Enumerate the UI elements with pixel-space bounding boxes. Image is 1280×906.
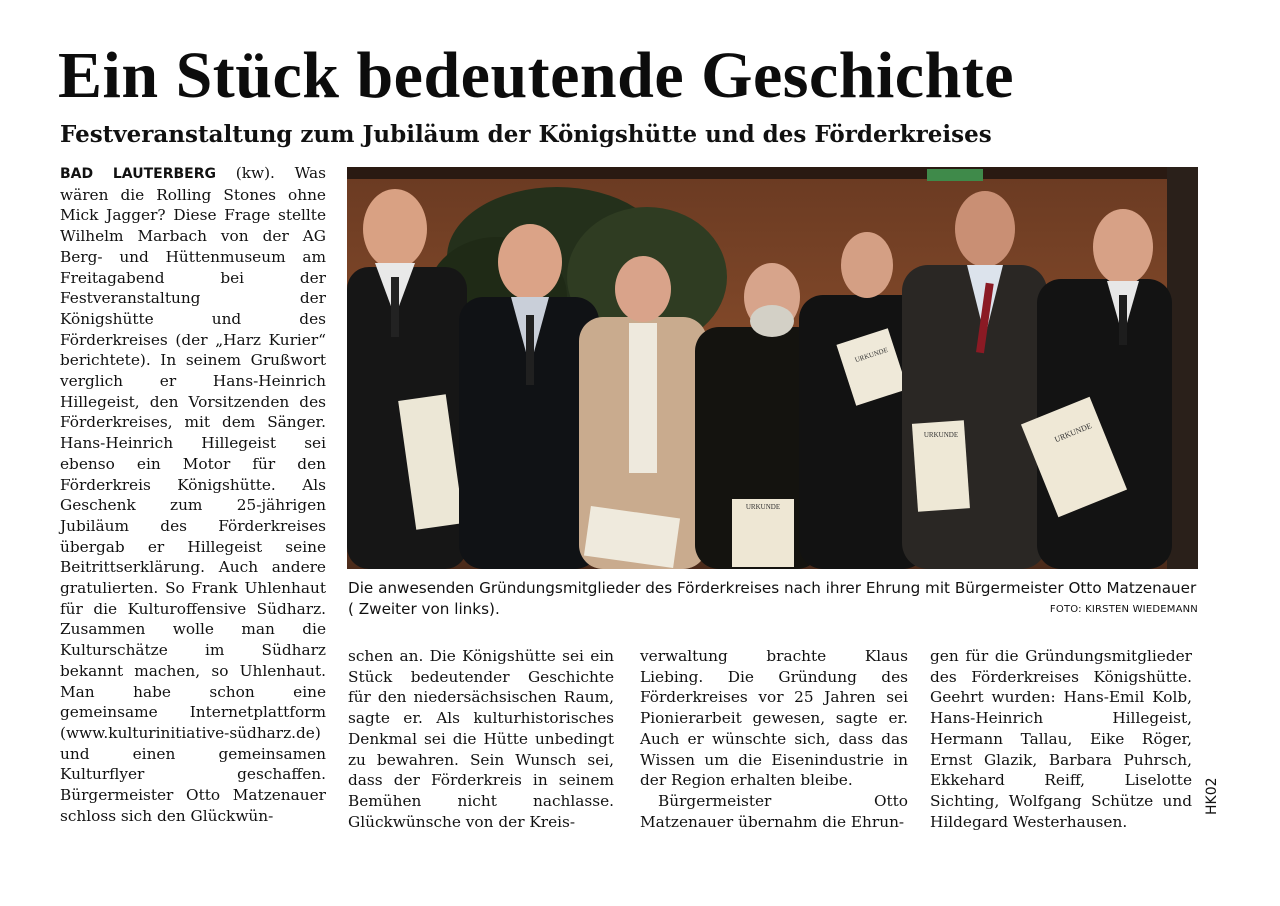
paragraph: schen an. Die Königshütte sei ein Stück bedeutender Geschichte für den niedersächsischen Raum, sagte er. Als kulturhistorisches Denkmal sei die Hütte unbedingt zu bewahren. Sein Wunsch sei, dass der Förderkreis in seinem Bemühen nicht nachlasse. Glückwünsche von der Kreis- [348,647,614,831]
certificate-7-title: URKUNDE [1053,421,1093,445]
paragraph [60,163,326,827]
certificate-5-title: URKUNDE [853,346,889,365]
photo-caption: Die anwesenden Gründungsmitglieder des Förderkreises nach ihrer Ehrung mit Bürgermeister Otto Matzenauer ( Zweiter von links). [348,579,1197,618]
article-column-4 [930,646,1198,832]
page-code: HK02 [1204,777,1220,815]
article-column-1 [60,163,326,827]
subheadline: Festveranstaltung zum Jubiläum der Königshütte und des Förderkreises [60,121,992,148]
paragraph: verwaltung brachte Klaus Liebing. Die Gründung des Förderkreises vor 25 Jahren sei Pionierarbeit gewesen, sagte er. Auch er wünschte sich, dass das Wissen um die Eisenindustrie in der Region erhalten bleibe. [640,647,908,790]
paragraph: Bürgermeister Otto Matzenauer übernahm die Ehrun- [640,791,908,831]
column-1-text: (kw). Was wären die Rolling Stones ohne Mick Jagger? Diese Frage stellte Wilhelm Marbach von der AG Berg- und Hüttenmuseum am Freitagabend bei der Festveranstaltung der Königshütte und des Förderkreises (der „Harz Kurier“ berichtete). In seinem Grußwort verglich er Hans-Heinrich Hillegeist, den Vorsitzenden des Förderkreises, mit dem Sänger. Hans-Heinrich Hillegeist sei ebenso ein Motor für den Förderkreis Königshütte. Als Geschenk zum 25-jährigen Jubiläum des Förderkreises übergab er Hillegeist seine Beitrittserklärung. Auch andere gratulierten. So Frank Uhlenhaut für die Kulturoffensive Südharz. Zusammen wolle man die Kulturschätze im Südharz bekannt machen, so Uhlenhaut. Man habe schon eine gemeinsame Internetplattform (www.kulturinitiative-südharz.de) und einen gemeinsamen Kulturflyer geschaffen. Bürgermeister Otto Matzenauer schloss sich den Glückwün- [60,164,327,825]
article-column-2 [348,646,614,832]
group-photo [347,167,1198,569]
certificate-4-title: URKUNDE [745,503,781,511]
dateline: BAD LAUTERBERG [60,166,216,182]
paragraph: gen für die Gründungsmitglieder des Förderkreises Königshütte. Geehrt wurden: Hans-Emil Kolb, Hans-Heinrich Hillegeist, Hermann Tallau, Eike Röger, Ernst Glazik, Barbara Puhrsch, Ekkehard Reiff, Liselotte Sichting, Wolfgang Schütze und Hildegard Westerhausen. [930,647,1192,831]
ceiling [347,167,1198,179]
exit-sign [927,169,983,181]
photo-credit: FOTO: KIRSTEN WIEDEMANN [1049,604,1198,615]
headline: Ein Stück bedeutende Geschichte [58,39,1015,112]
photo-illustration [347,167,1198,569]
article-column-3 [640,646,908,832]
certificate-6-title: URKUNDE [923,431,959,439]
